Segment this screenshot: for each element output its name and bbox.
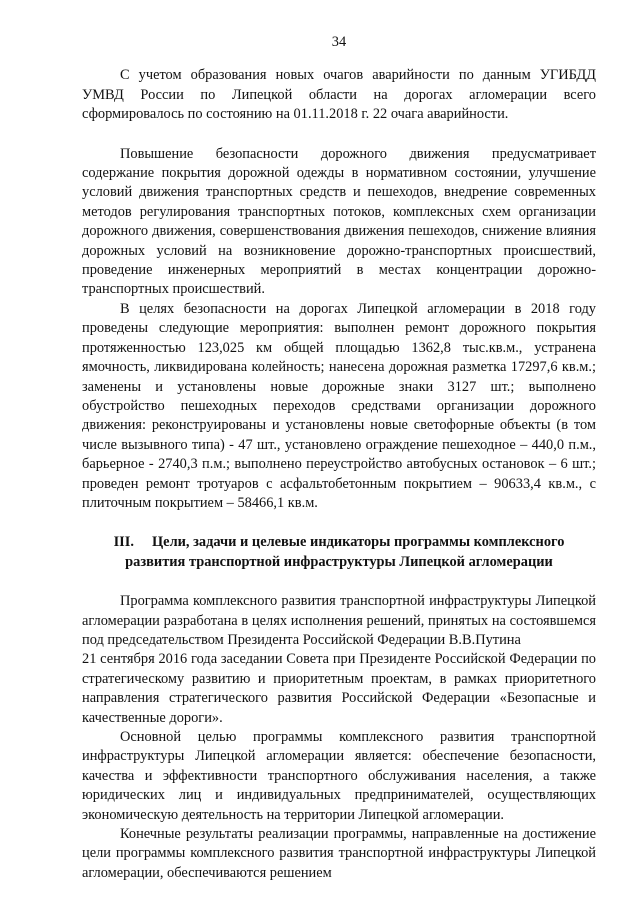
section-number: III. <box>113 534 134 551</box>
section-heading <box>82 533 596 572</box>
page-number: 34 <box>331 34 347 50</box>
paragraph-accident-hotspots: С учетом образования новых очагов аварийности по данным УГИБДД УМВД России по Липецкой области на дорогах агломерации всего сформировалось по состоянию на 01.11.2018 г. 22 очага аварийности. <box>82 67 596 123</box>
paragraph-final-results: Конечные результаты реализации программы, направленные на достижение цели программы комплексного развития транспортной инфраструктуры Липецкой агломерации, обеспечиваются решением <box>82 826 596 881</box>
paragraph-council-meeting: 21 сентября 2016 года заседании Совета при Президенте Российской Федерации по стратегическому развитию и приоритетным проектам, в рамках приоритетного направления стратегического развития Российской Федерации «Безопасные и качественные дороги». <box>82 651 596 726</box>
section-title: Цели, задачи и целевые индикаторы программы комплексного развития транспортной инфраструктуры Липецкой агломерации <box>125 534 565 570</box>
paragraph-road-safety-measures: Повышение безопасности дорожного движения предусматривает содержание покрытия дорожной одежды в нормативном состоянии, улучшение условий движения транспортных средств и пешеходов, внедрение современных методов регулирования транспортных потоков, комплексных схем организации дорожного движения, совершенствования движения пешеходов, снижение влияния дорожных условий на возникновение дорожно-транспортных происшествий, проведение инженерных мероприятий в местах концентрации дорожно-транспортных происшествий. <box>82 145 596 298</box>
paragraph-program-purpose: Программа комплексного развития транспортной инфраструктуры Липецкой агломерации разработана в целях исполнения решений, принятых на состоявшемся под председательством Президента Российской Федерации В.В.Путина <box>82 593 596 648</box>
paragraph-2018-activities: В целях безопасности на дорогах Липецкой агломерации в 2018 году проведены следующие мероприятия: выполнен ремонт дорожного покрытия протяженностью 123,025 км общей площадью 1362,8 тыс.кв.м., устранена ямочность, ликвидирована колейность; нанесена дорожная разметка 17297,6 кв.м.; заменены и установлены новые дорожные знаки 3127 шт.; выполнено обустройство пешеходных переходов средствами организации дорожного движения: реконструированы и установлены новые светофорные объекты (в том числе вызывного типа) - 47 шт., установлено ограждение пешеходное – 440,0 п.м., барьерное - 2740,3 п.м.; выполнено переустройство автобусных остановок – 6 шт.; проведен ремонт тротуаров с асфальтобетонным покрытием – 90633,4 кв.м., с плиточным покрытием – 58466,1 кв.м. <box>82 300 596 511</box>
paragraph-main-goal: Основной целью программы комплексного развития транспортной инфраструктуры Липецкой агломерации является: обеспечение безопасности, качества и эффективности транспортного обслуживания населения, а также юридических лиц и индивидуальных предпринимателей, осуществляющих экономическую деятельность на территории Липецкой агломерации. <box>82 729 596 823</box>
